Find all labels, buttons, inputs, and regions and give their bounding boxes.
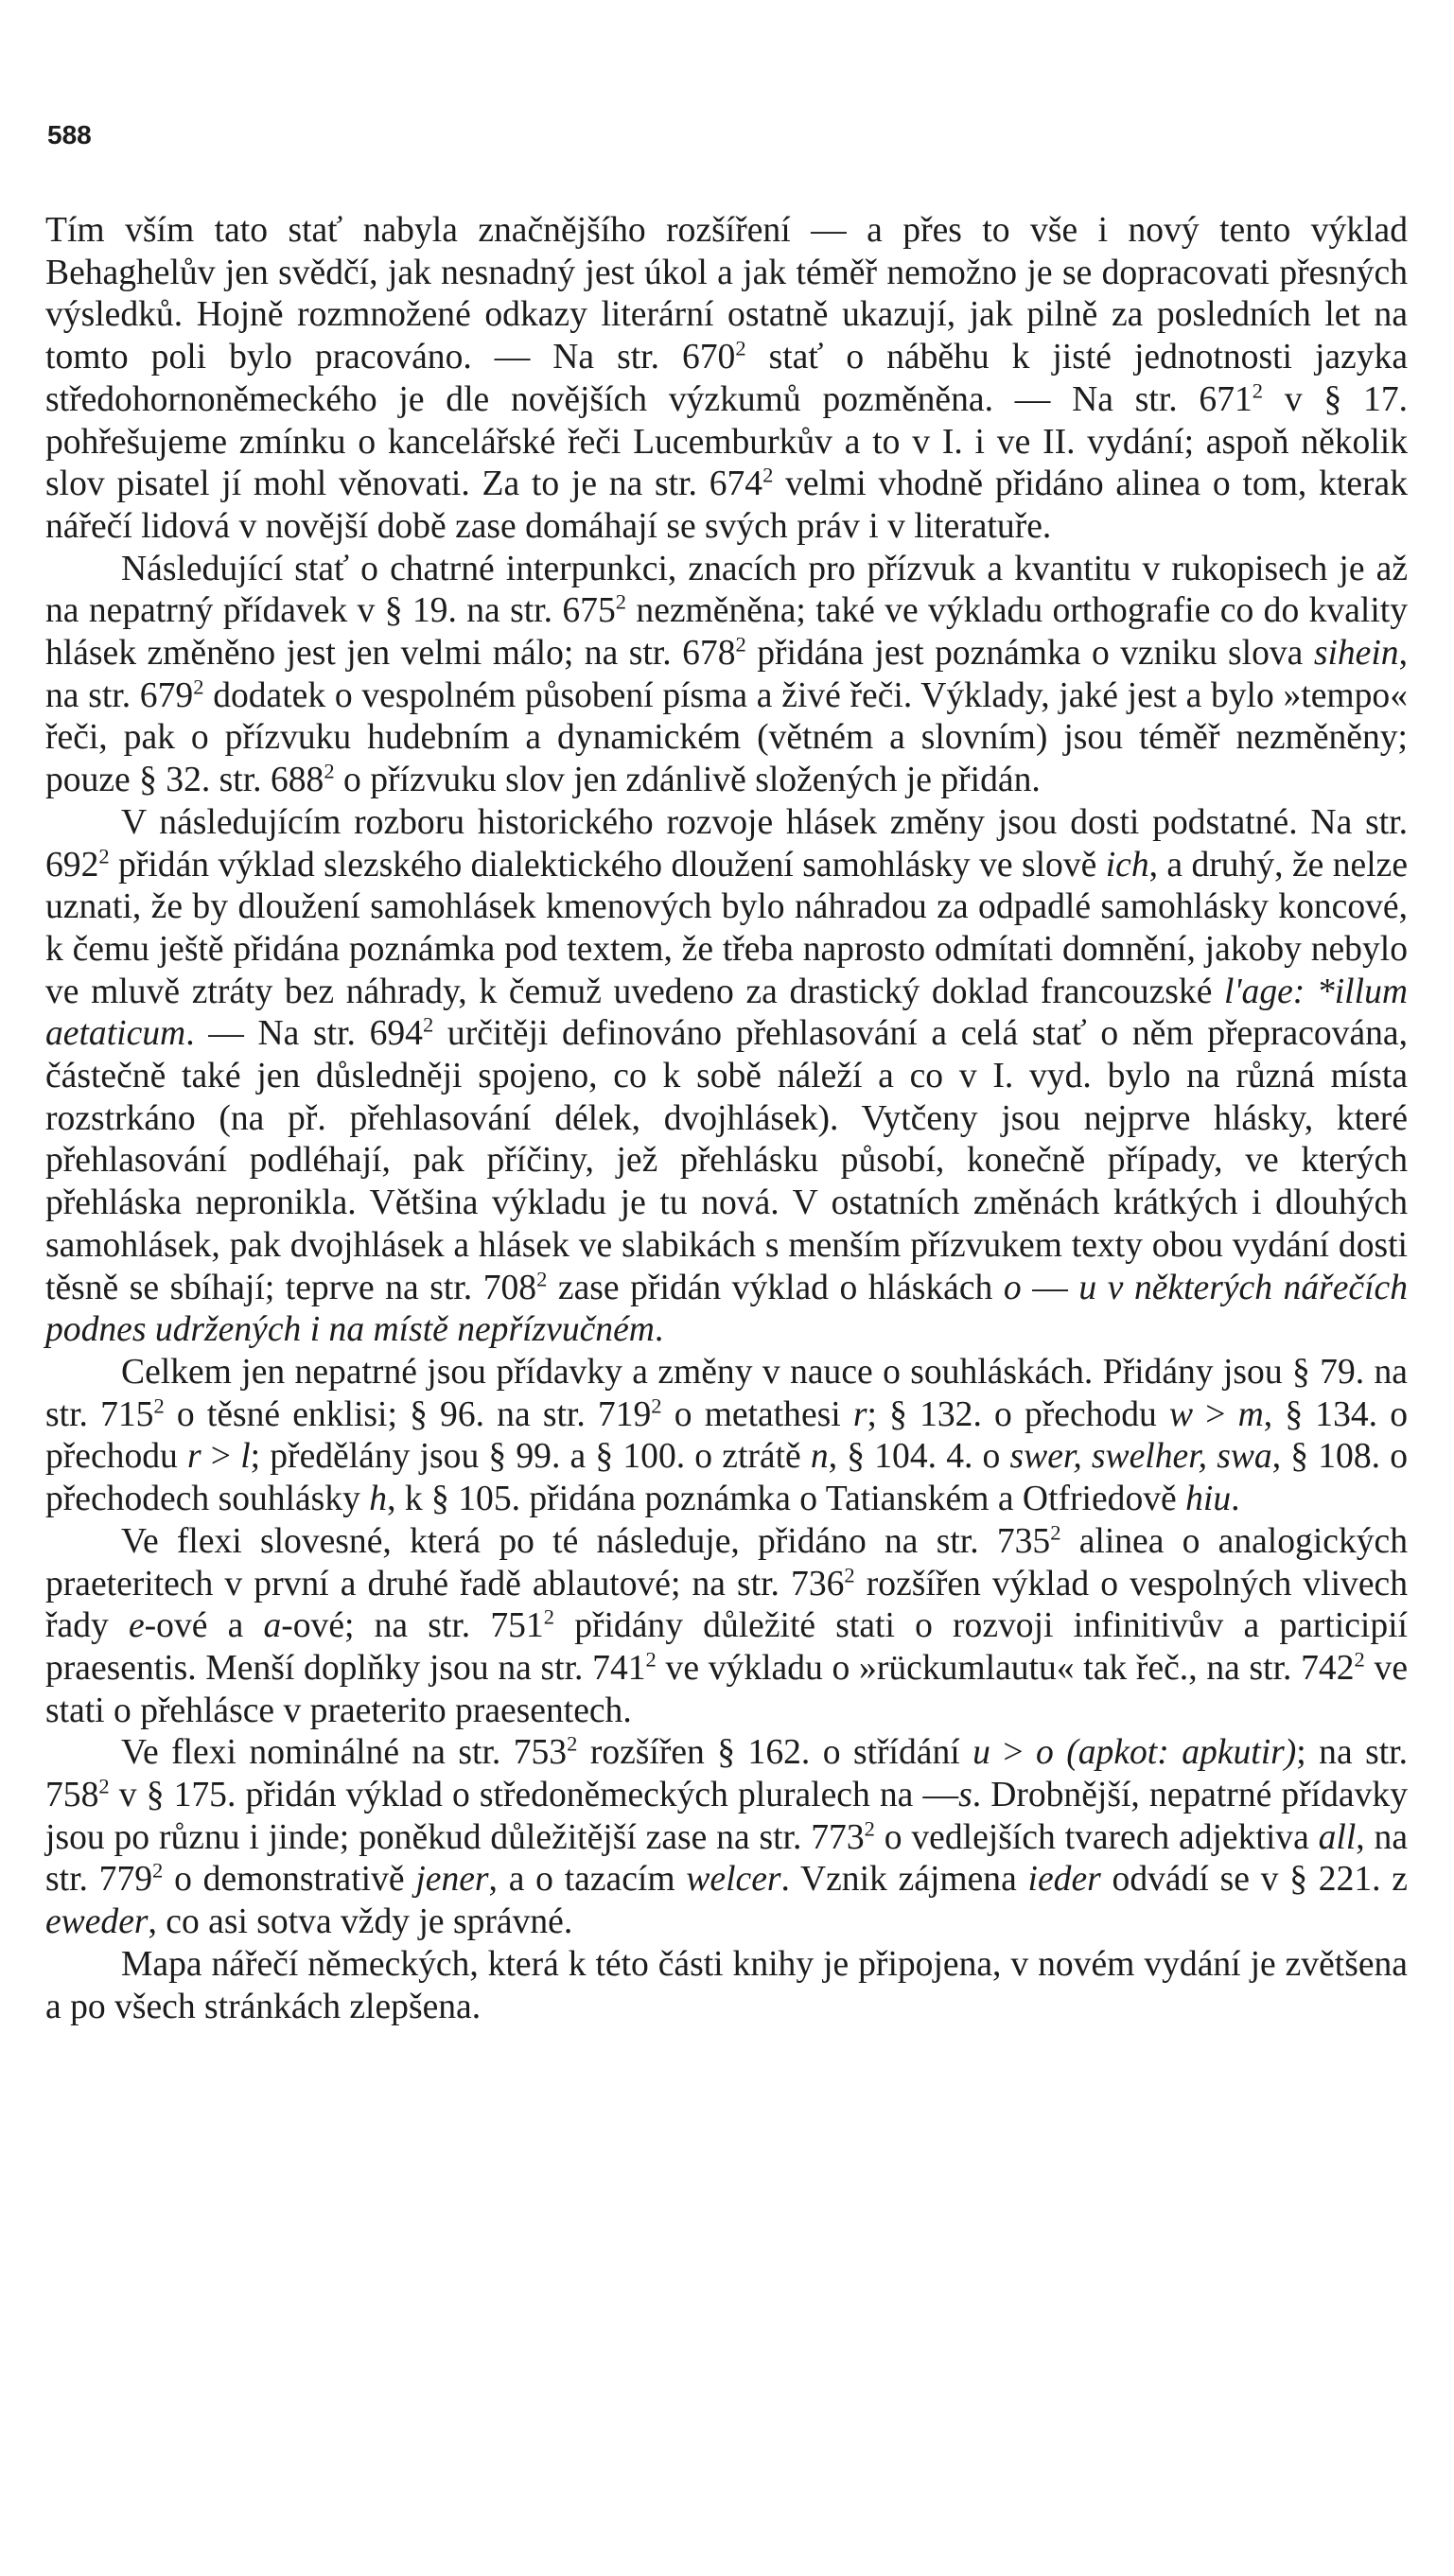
- paragraph-1: [45, 210, 1408, 549]
- superscript-marker: 2: [152, 1858, 164, 1883]
- superscript-marker: 2: [735, 632, 746, 657]
- text-run: , k § 105. přidána poznámka o Tatianském a Otfriedově: [387, 1480, 1186, 1519]
- text-run: přidána jest poznámka o vzniku slova: [745, 634, 1314, 674]
- italic-term: e: [128, 1606, 145, 1646]
- superscript-marker: 2: [543, 1604, 555, 1629]
- text-run: , § 108. o přechodech souhlásky: [45, 1437, 1408, 1519]
- text-run: v § 17. pohřešujeme zmínku o kancelářské řeči Lucemburkův a to v I. i ve II. vydání; aspoň několik slov pisatel jí mohl věnovati. Za to je na str. 674: [45, 379, 1409, 504]
- superscript-marker: 2: [98, 1774, 110, 1798]
- text-run: , a druhý, že nelze uznati, že by dloužení samohlásek kmenových bylo náhradou za odpadlé samohlásky koncové, k čemu ještě přidána poznámka pod textem, že třeba naprosto odmítati domnění, jakoby nebylo ve mluvě ztráty bez náhrady, k čemuž uvedeno za drastický doklad francouzské: [45, 845, 1408, 1011]
- italic-term: r: [187, 1437, 201, 1477]
- text-run: >: [990, 1733, 1037, 1773]
- superscript-marker: 2: [422, 1012, 434, 1037]
- text-run: Mapa nářečí německých, která k této části knihy je připojena, v novém vydání je zvětšena a po všech stránkách zlepšena.: [45, 1944, 1408, 2026]
- italic-term: swer, swelher, swa: [1009, 1437, 1272, 1477]
- text-run: . — Na str. 694: [185, 1014, 423, 1054]
- text-run: ; na str. 758: [45, 1733, 1408, 1815]
- italic-term: u: [972, 1733, 990, 1773]
- italic-term: s: [958, 1776, 972, 1815]
- italic-term: l'age: *illum aetaticum: [45, 972, 1408, 1054]
- superscript-marker: 2: [844, 1562, 855, 1586]
- text-run: Celkem jen nepatrné jsou přídavky a změny v nauce o souhláskách. Přidány jsou § 79. na str. 715: [45, 1352, 1408, 1434]
- superscript-marker: 2: [1050, 1520, 1061, 1545]
- text-run: , co asi sotva vždy je správné.: [148, 1902, 573, 1942]
- text-run: , na str. 779: [45, 1817, 1408, 1900]
- superscript-marker: 2: [193, 675, 204, 699]
- text-run: V následujícím rozboru historického rozvoje hlásek změny jsou dosti podstatné. Na str. 692: [45, 802, 1408, 885]
- italic-term: ich: [1105, 845, 1149, 885]
- superscript-marker: 2: [735, 336, 746, 360]
- text-run: stať o náběhu k jisté jednotnosti jazyka středohornoněmeckého je dle novějších výzkumů pozměněna. — Na str. 671: [45, 338, 1408, 419]
- superscript-marker: 2: [615, 589, 627, 614]
- text-run: Ve flexi slovesné, která po té následuje, přidáno na str. 735: [121, 1521, 1051, 1561]
- italic-term: w: [1169, 1394, 1194, 1434]
- text-run: přidány důležité stati o rozvoji infinitivův a participií praesentis. Menší doplňky jsou na str. 741: [45, 1606, 1408, 1688]
- superscript-marker: 2: [651, 1393, 662, 1418]
- review-text: [45, 210, 1408, 2028]
- italic-term: a: [263, 1606, 282, 1646]
- text-run: >: [201, 1437, 241, 1477]
- superscript-marker: 2: [762, 463, 774, 487]
- text-run: rozšířen § 162. o střídání: [577, 1733, 973, 1773]
- text-run: rozšířen výklad o vespolných vlivech řady: [45, 1564, 1408, 1646]
- italic-term: jener: [415, 1860, 489, 1900]
- text-run: >: [1193, 1394, 1238, 1434]
- text-run: Následující stať o chatrné interpunkci, znacích pro přízvuk a kvantitu v rukopisech je až na nepatrný přídavek v § 19. na str. 675: [45, 549, 1408, 631]
- italic-term: m: [1237, 1394, 1264, 1434]
- text-run: .: [654, 1310, 664, 1350]
- superscript-marker: 2: [1252, 378, 1264, 403]
- text-run: ; § 132. o přechodu: [867, 1394, 1169, 1434]
- text-run: o vedlejších tvarech adjektiva: [874, 1817, 1319, 1857]
- superscript-marker: 2: [864, 1816, 875, 1841]
- paragraph-3: [45, 802, 1408, 1352]
- text-run: alinea o analogických praeteritech v první a druhé řadě ablautové; na str. 736: [45, 1521, 1408, 1603]
- italic-term: h: [369, 1480, 388, 1519]
- text-run: velmi vhodně přidáno alinea o tom, kterak nářečí lidová v novější době zase domáhají se svých práv i v literatuře.: [45, 464, 1408, 546]
- text-run: určitěji definováno přehlasování a celá stať o něm přepracována, částečně také jen důsledněji spojeno, co k sobě náleží a co v I. vyd. bylo na různá místa rozstrkáno (na př. přehlasování délek, dvojhlásek). Vytčeny jsou nejprve hlásky, které přehlasování podléhají, pak příčiny, jež přehlásku působí, konečně případy, ve kterých přehláska nepronikla. Většina výkladu je tu nová. V ostatních změnách krátkých i dlouhých samohlásek, pak dvojhlásek a hlásek ve slabikách s menším přízvukem texty obou vydání dosti těsně se sbíhají; teprve na str. 708: [45, 1014, 1408, 1307]
- text-run: přidán výklad slezského dialektického dloužení samohlásky ve slově: [109, 845, 1106, 885]
- italic-term: all: [1318, 1817, 1357, 1857]
- text-run: o těsné enklisi; § 96. na str. 719: [164, 1394, 652, 1434]
- text-run: . Drobnější, nepatrné přídavky jsou po různu i jinde; poněkud důležitější zase na str. 773: [45, 1776, 1408, 1857]
- text-run: ve výkladu o »rückumlautu« tak řeč., na str. 742: [656, 1648, 1355, 1688]
- text-run: Tím vším tato stať nabyla značnějšího rozšíření — a přes to vše i nový tento výklad Behaghelův jen svědčí, jak nesnadný jest úkol a jak téměř nemožno je se dopracovati přesných výsledků. Hojně rozmnožené odkazy literární ostatně ukazují, jak pilně za posledních let na tomto poli bylo pracováno. — Na str. 670: [45, 211, 1408, 377]
- text-run: , a o tazacím: [488, 1860, 687, 1900]
- paragraph-7: [45, 1944, 1408, 2028]
- superscript-marker: 2: [536, 1267, 548, 1291]
- text-run: —: [1021, 1268, 1079, 1307]
- text-run: ve stati o přehlásce v praeterito praesentech.: [45, 1648, 1408, 1730]
- text-run: o přízvuku slov jen zdánlivě složených je přidán.: [334, 761, 1041, 800]
- text-run: . Vznik zájmena: [780, 1860, 1028, 1900]
- text-run: , § 104. 4. o: [828, 1437, 1010, 1477]
- paragraph-5: [45, 1521, 1408, 1733]
- italic-term: u: [1078, 1268, 1097, 1307]
- paragraph-2: [45, 549, 1408, 802]
- italic-term: sihein: [1313, 634, 1399, 674]
- text-run: v § 175. přidán výklad o středoněmeckých pluralech na —: [109, 1776, 959, 1815]
- paragraph-6: [45, 1732, 1408, 1944]
- superscript-marker: 2: [1354, 1647, 1365, 1672]
- italic-term: r: [852, 1394, 867, 1434]
- italic-term: hiu: [1185, 1480, 1232, 1519]
- page-number: 588: [47, 120, 92, 149]
- text-run: zase přidán výklad o hláskách: [547, 1268, 1004, 1307]
- text-run: odvádí se v § 221. z: [1100, 1860, 1408, 1900]
- italic-term: v některých nářečích podnes udržených i na místě nepřízvučném: [45, 1268, 1409, 1350]
- text-run: .: [1231, 1480, 1240, 1519]
- paragraph-4: [45, 1352, 1408, 1521]
- italic-term: eweder: [45, 1902, 149, 1942]
- text-run: dodatek o vespolném působení písma a živé řeči. Výklady, jaké jest a bylo »tempo« řeči, pak o přízvuku hudebním a dynamickém (větném a slovním) jsou téměř nezměněny; pouze § 32. str. 688: [45, 675, 1408, 800]
- italic-term: welcer: [686, 1860, 781, 1900]
- italic-term: ieder: [1027, 1860, 1101, 1900]
- superscript-marker: 2: [324, 759, 335, 783]
- text-run: nezměněna; také ve výkladu orthografie co do kvality hlásek změněno jest jen velmi málo; na str. 678: [45, 591, 1408, 674]
- text-run: -ové; na str. 751: [281, 1606, 544, 1646]
- text-run: Ve flexi nominálné na str. 753: [121, 1733, 568, 1773]
- italic-term: o: [1003, 1268, 1022, 1307]
- superscript-marker: 2: [645, 1647, 657, 1672]
- text-run: o demonstrativě: [163, 1860, 416, 1900]
- text-run: -ové a: [144, 1606, 264, 1646]
- text-run: o metathesi: [661, 1394, 853, 1434]
- text-run: [1096, 1269, 1108, 1307]
- italic-term: n: [810, 1437, 829, 1477]
- italic-term: l: [240, 1437, 251, 1477]
- text-run: , na str. 679: [45, 634, 1408, 715]
- superscript-marker: 2: [98, 844, 110, 868]
- superscript-marker: 2: [567, 1731, 578, 1756]
- text-run: ; předělány jsou § 99. a § 100. o ztrátě: [250, 1437, 811, 1477]
- superscript-marker: 2: [153, 1393, 165, 1418]
- italic-term: o (apkot: apkutir): [1036, 1733, 1297, 1773]
- text-run: , § 134. o přechodu: [45, 1394, 1409, 1477]
